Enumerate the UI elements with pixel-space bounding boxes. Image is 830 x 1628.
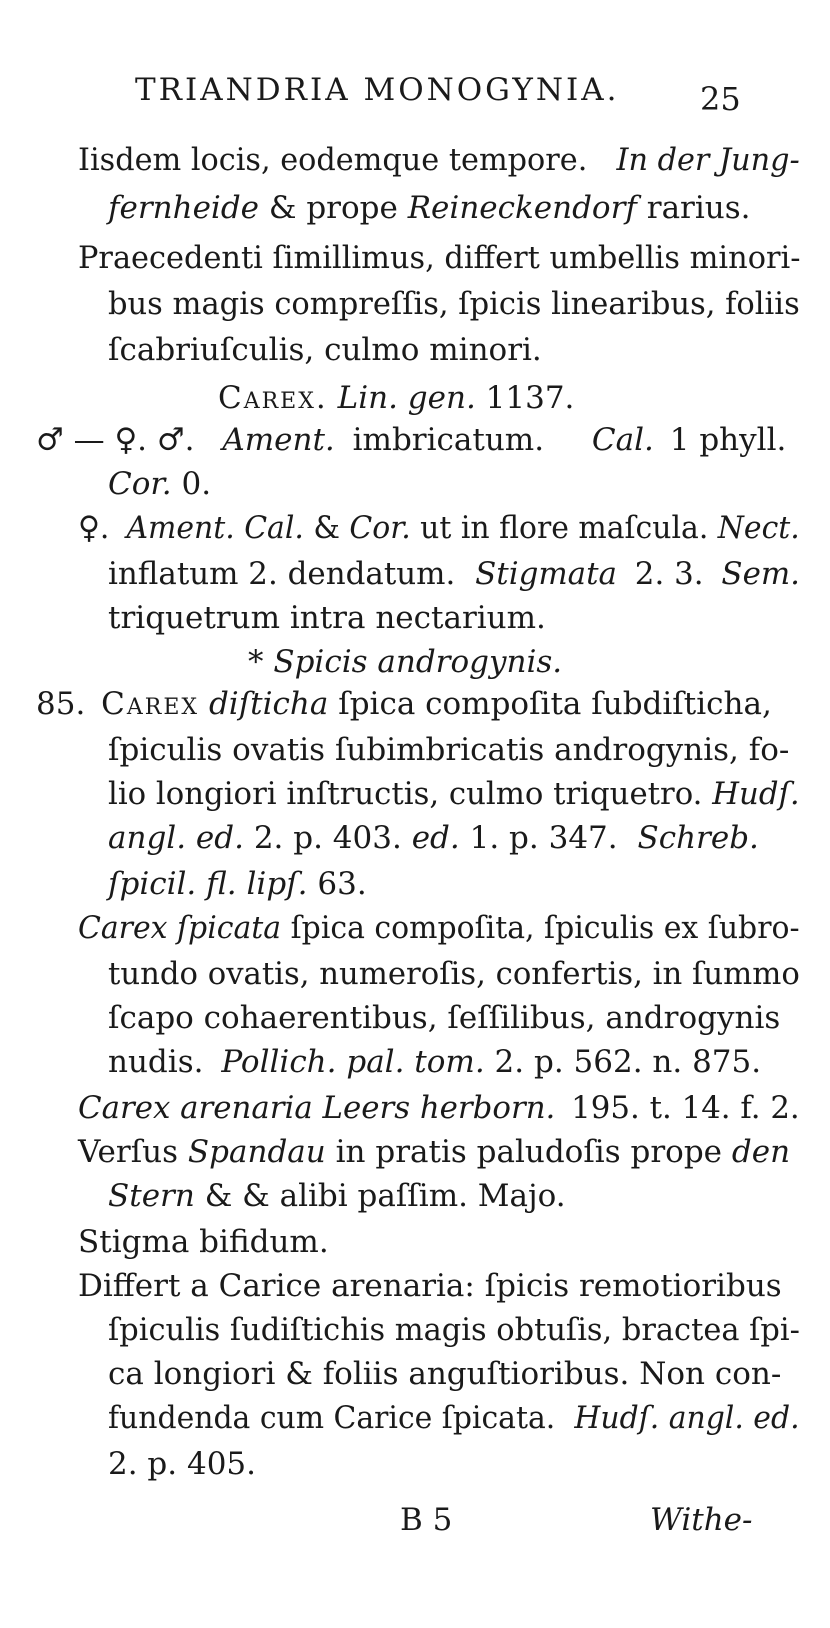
synonym1-line3: ſcapo cohaerentibus, ſeſſilibus, androgynis: [108, 1000, 781, 1036]
synonym1-line1: Carex ſpicata ſpica compoſita, ſpiculis ex ſubro-: [78, 910, 800, 946]
paragraph2-line1: Praecedenti ſimillimus, differt umbellis minori-: [78, 240, 801, 276]
catchword: Withe-: [650, 1502, 753, 1538]
species-line1: 85. Carex diſticha ſpica compoſita ſubdiſticha,: [36, 686, 772, 722]
page-number: 25: [700, 80, 741, 118]
male-character-line2: Cor. 0.: [108, 466, 212, 502]
differt-line2: ſpiculis ſudiſtichis magis obtuſis, bractea ſpi-: [108, 1312, 800, 1348]
genus-heading: Carex. Lin. gen. 1137.: [218, 380, 575, 416]
habitat-line2: Stern & & alibi paſſim. Majo.: [108, 1178, 566, 1214]
female-character-line2: inflatum 2. dendatum. Stigmata 2. 3. Sem.: [108, 556, 801, 592]
synonym2-line: Carex arenaria Leers herborn. 195. t. 14. f. 2.: [78, 1090, 800, 1126]
running-header: TRIANDRIA MONOGYNIA.: [135, 72, 620, 108]
species-line2: ſpiculis ovatis ſubimbricatis androgynis, fo-: [108, 732, 790, 768]
paragraph1-line1: Iisdem locis, eodemque tempore. In der Jung-: [78, 142, 800, 178]
signature-mark: B 5: [400, 1502, 453, 1538]
habitat-line1: Verſus Spandau in pratis paludoſis prope den: [78, 1134, 791, 1170]
differt-line5: 2. p. 405.: [108, 1446, 257, 1482]
differt-line1: Differt a Carice arenaria: ſpicis remotioribus: [78, 1268, 782, 1304]
synonym1-line2: tundo ovatis, numeroſis, confertis, in ſummo: [108, 956, 800, 992]
differt-line3: ca longiori & foliis anguſtioribus. Non con-: [108, 1356, 782, 1392]
synonym1-line4: nudis. Pollich. pal. tom. 2. p. 562. n. 875.: [108, 1044, 762, 1080]
species-number: 85.: [36, 686, 86, 722]
female-character-line3: triquetrum intra nectarium.: [108, 600, 546, 636]
species-line4: angl. ed. 2. p. 403. ed. 1. p. 347. Schreb.: [108, 820, 759, 856]
paragraph2-line3: ſcabriuſculis, culmo minori.: [108, 332, 542, 368]
stigma-note: Stigma bifidum.: [78, 1224, 329, 1260]
female-character-line1: ♀. Ament. Cal. & Cor. ut in flore maſcula. Nect.: [78, 510, 800, 546]
species-line5: ſpicil. fl. lipſ. 63.: [108, 866, 367, 902]
paragraph2-line2: bus magis compreſſis, ſpicis linearibus, foliis: [108, 286, 800, 322]
species-line3: lio longiori inſtructis, culmo triquetro. Hudſ.: [108, 776, 800, 812]
section-heading: * Spicis androgynis.: [248, 644, 563, 680]
paragraph1-line2: fernheide & prope Reineckendorf rarius.: [108, 190, 751, 226]
male-character-line1: ♂ — ♀. ♂. Ament. imbricatum. Cal. 1 phyll.: [36, 422, 787, 458]
differt-line4: fundenda cum Carice ſpicata. Hudſ. angl. ed.: [108, 1400, 800, 1436]
